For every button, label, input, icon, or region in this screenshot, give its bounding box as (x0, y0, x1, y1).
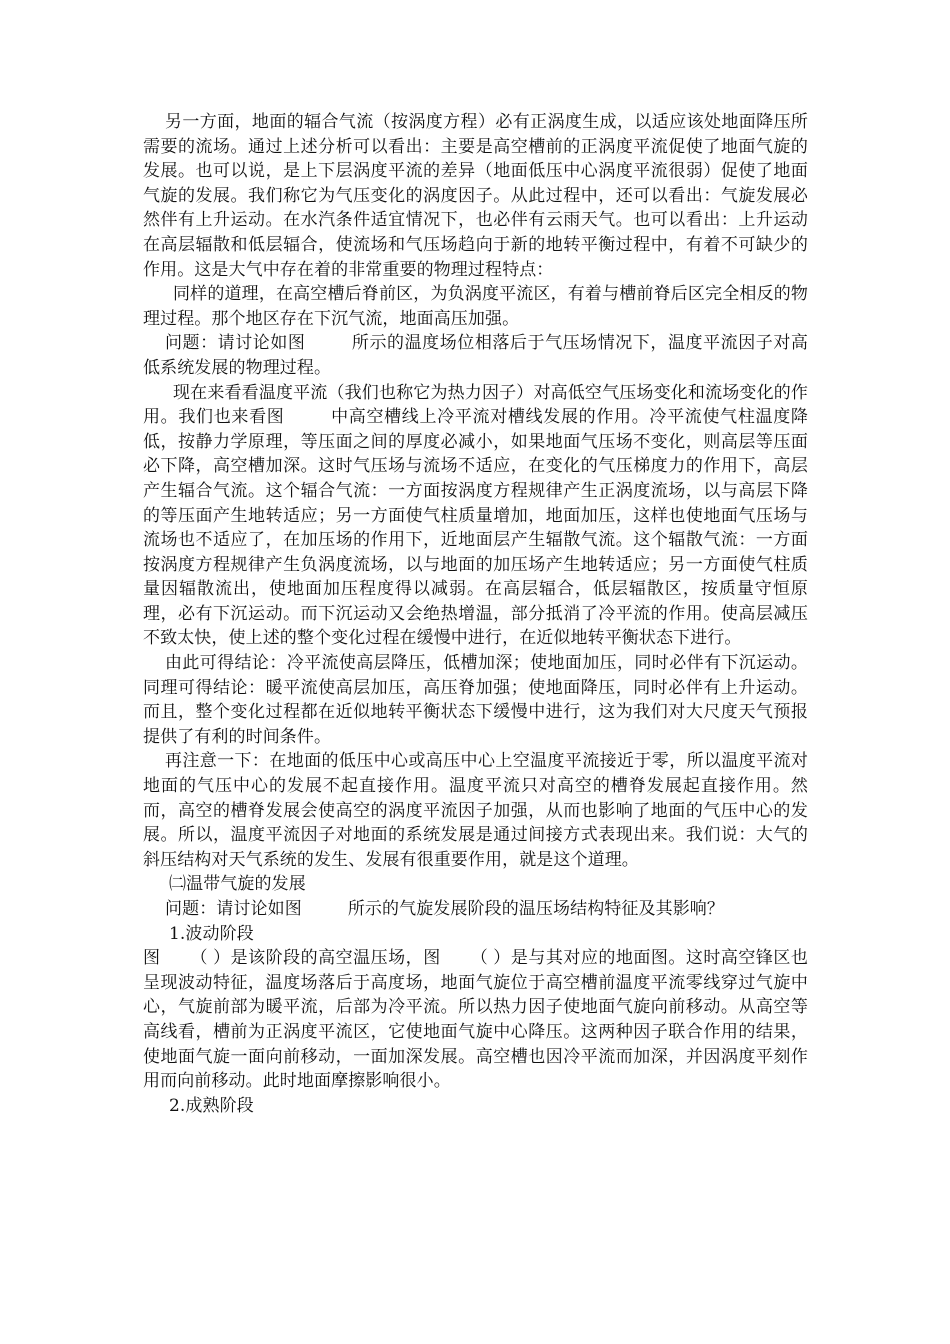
warm-advection-before: 现在来看看温度平流（我们也称它为热力因子）对高低空气压场变化和流场变化的作用。我们也来看图 (143, 382, 808, 428)
paragraph-question-2 (143, 897, 808, 922)
paragraph-question-1 (143, 331, 808, 380)
paragraph-note: 再注意一下：在地面的低压中心或高压中心上空温度平流接近于零，所以温度平流对地面的气压中心的发展不起直接作用。温度平流只对高空的槽脊发展起直接作用。然而，高空的槽脊发展会使高空的涡度平流因子加强，从而也影响了地面的气压中心的发展。所以，温度平流因子对地面的系统发展是通过间接方式表现出来。我们说：大气的斜压结构对天气系统的发生、发展有很重要作用，就是这个道理。 (143, 751, 808, 870)
paragraph-vorticity: 另一方面，地面的辐合气流（按涡度方程）必有正涡度生成，以适应该处地面降压所需要的流场。通过上述分析可以看出：主要是高空槽前的正涡度平流促使了地面气旋的发展。也可以说，是上下层涡度平流的差异（地面低压中心涡度平流很弱）促使了地面气旋的发展。我们称它为气压变化的涡度因子。从此过程中，还可以看出：气旋发展必然伴有上升运动。在水汽条件适宜情况下，也必伴有云雨天气。也可以看出：上升运动在高层辐散和低层辐合，使流场和气压场趋向于新的地转平衡过程中，有着不可缺少的作用。这是大气中存在着的非常重要的物理过程特点： (143, 112, 808, 280)
paragraph-stage-1 (143, 946, 808, 1094)
paragraph-warm-advection (143, 381, 808, 652)
question-1-after: 所示的温度场位相落后于气压场情况下，温度平流因子对高低系统发展的物理过程。 (143, 333, 808, 378)
stage-1-part-1: 图 (143, 948, 161, 969)
section-heading: ㈡温带气旋的发展 (169, 874, 306, 895)
stage-1-part-3: 是与其对应的地面图。这时高空锋区也呈现波动特征，温度场落后于高度场，地面气旋位于高空槽前温度平流零线穿过气旋中心，气旋前部为暖平流，后部为冷平流。所以热力因子使地面气旋向前移动。从高空等高线看，槽前为正涡度平流区，它使地面气旋中心降压。这两种因子联合作用的结果，使地面气旋一面向前移动，一面加深发展。高空槽也因冷平流而加深，并因涡度平刻作用而向前移动。此时地面摩擦影响很小。 (143, 948, 809, 1092)
stage-1-heading: 1.波动阶段 (169, 923, 254, 944)
paragraph-conclusion: 由此可得结论：冷平流使高层降压，低槽加深；使地面加压，同时必伴有下沉运动。同理可得结论：暖平流使高层加压，高压脊加强；使地面降压，同时必伴有上升运动。而且，整个变化过程都在近似地转平衡状态下缓慢中进行，这为我们对大尺度天气预报提供了有利的时间条件。 (143, 653, 808, 747)
question-2-after: 所示的气旋发展阶段的温压场结构特征及其影响？ (347, 899, 725, 919)
question-1-before: 问题：请讨论如图 (165, 333, 306, 354)
warm-advection-after: 中高空槽线上冷平流对槽线发展的作用。冷平流使气柱温度降低，按静力学原理，等压面之间的厚度必减小，如果地面气压场不变化，则高层等压面必下降，高空槽加深。这时气压场与流场不适应，在变化的气压梯度力的作用下，高层产生辐合气流。这个辐合气流：一方面按涡度方程规律产生正涡度流场，以与高层下降的等压面产生地转适应；另一方面使气柱质量增加，地面加压，这样也使地面气压场与流场也不适应了，在加压场的作用下，近地面层产生辐散气流。这个辐散气流：一方面按涡度方程规律产生负涡度流场，以与地面的加压场产生地转适应；另一方面使气柱质量因辐散流出，使地面加压程度得以减弱。在高层辐合，低层辐散区，按质量守恒原理，必有下沉运动。而下沉运动又会绝热增温，部分抵消了冷平流的作用。使高层减压不致太快，使上述的整个变化过程在缓慢中进行，在近似地转平衡状态下进行。 (143, 407, 808, 649)
question-2-before: 问题：请讨论如图 (165, 899, 302, 919)
stage-1-part-2: 是该阶段的高空温压场，图 (230, 948, 441, 969)
stage-2-heading: 2.成熟阶段 (169, 1095, 254, 1116)
stage-1-paren-2: （ ） (470, 948, 511, 969)
stage-1-paren-1: （ ） (190, 948, 231, 969)
paragraph-ridge: 同样的道理，在高空槽后脊前区，为负涡度平流区，有着与槽前脊后区完全相反的物理过程。那个地区存在下沉气流，地面高压加强。 (143, 284, 808, 329)
document-page (143, 110, 808, 1118)
